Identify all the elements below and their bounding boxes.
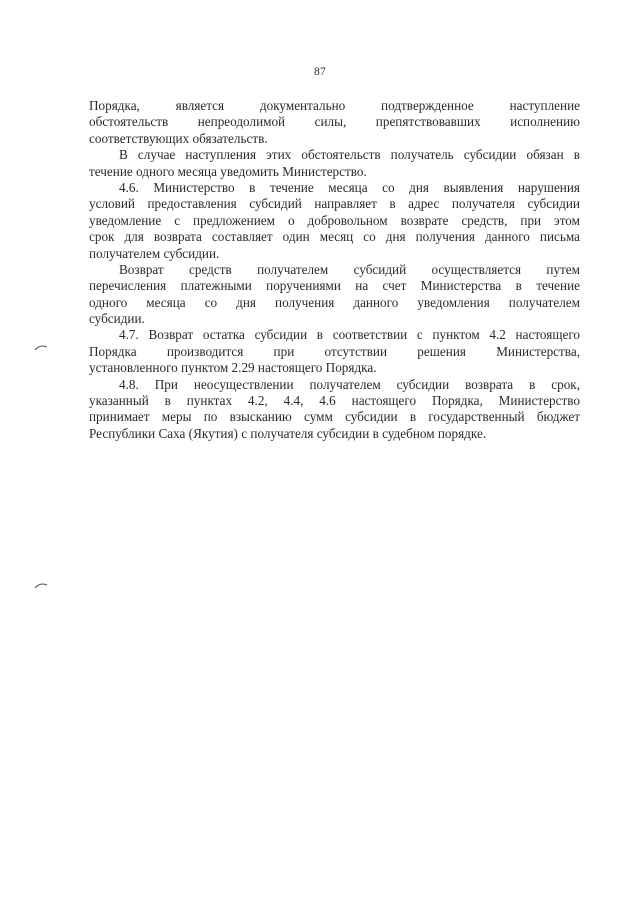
text-line: указанный в пунктах 4.2, 4.4, 4.6 настоящего Порядка, Министерство [89, 393, 580, 409]
text-line: получателем субсидии. [89, 245, 220, 261]
text-line: Порядка, является документально подтвержденное наступление [89, 98, 580, 113]
text-line: 4.8. При неосуществлении получателем субсидии возврата в срок, [119, 376, 580, 392]
document-body [89, 98, 580, 442]
text-line: 4.7. Возврат остатка субсидии в соответствии с пунктом 4.2 настоящего [119, 327, 580, 343]
text-line: обстоятельств непреодолимой силы, препятствовавших исполнению [89, 114, 580, 130]
text-line: принимает меры по взысканию сумм субсидии в государственный бюджет [89, 409, 580, 425]
text-line: Порядка производится при отсутствии решения Министерства, [89, 343, 580, 359]
text-line: условий предоставления субсидий направляет в адрес получателя субсидии [89, 196, 580, 212]
text-line: одного месяца со дня получения данного уведомления получателем [89, 294, 580, 310]
page-number: 87 [313, 66, 327, 78]
text-line: срок для возврата составляет один месяц со дня получения данного письма [89, 229, 580, 245]
text-line: субсидии. [89, 311, 145, 327]
text-line: 4.6. Министерство в течение месяца со дня выявления нарушения [119, 179, 580, 195]
punch-hole-mark-icon [34, 581, 48, 589]
text-line: Возврат средств получателем субсидий осуществляется путем [119, 261, 580, 277]
text-line: установленного пунктом 2.29 настоящего Порядка. [89, 360, 377, 376]
text-line: соответствующих обязательств. [89, 130, 268, 146]
punch-hole-mark-icon [34, 343, 48, 351]
text-line: уведомление с предложением о добровольном возврате средств, при этом [89, 212, 580, 228]
text-line: течение одного месяца уведомить Министерство. [89, 163, 367, 179]
text-line: В случае наступления этих обстоятельств получатель субсидии обязан в [119, 147, 580, 163]
text-line: перечисления платежными поручениями на счет Министерства в течение [89, 278, 580, 294]
text-line: Республики Саха (Якутия) с получателя субсидии в судебном порядке. [89, 425, 487, 441]
